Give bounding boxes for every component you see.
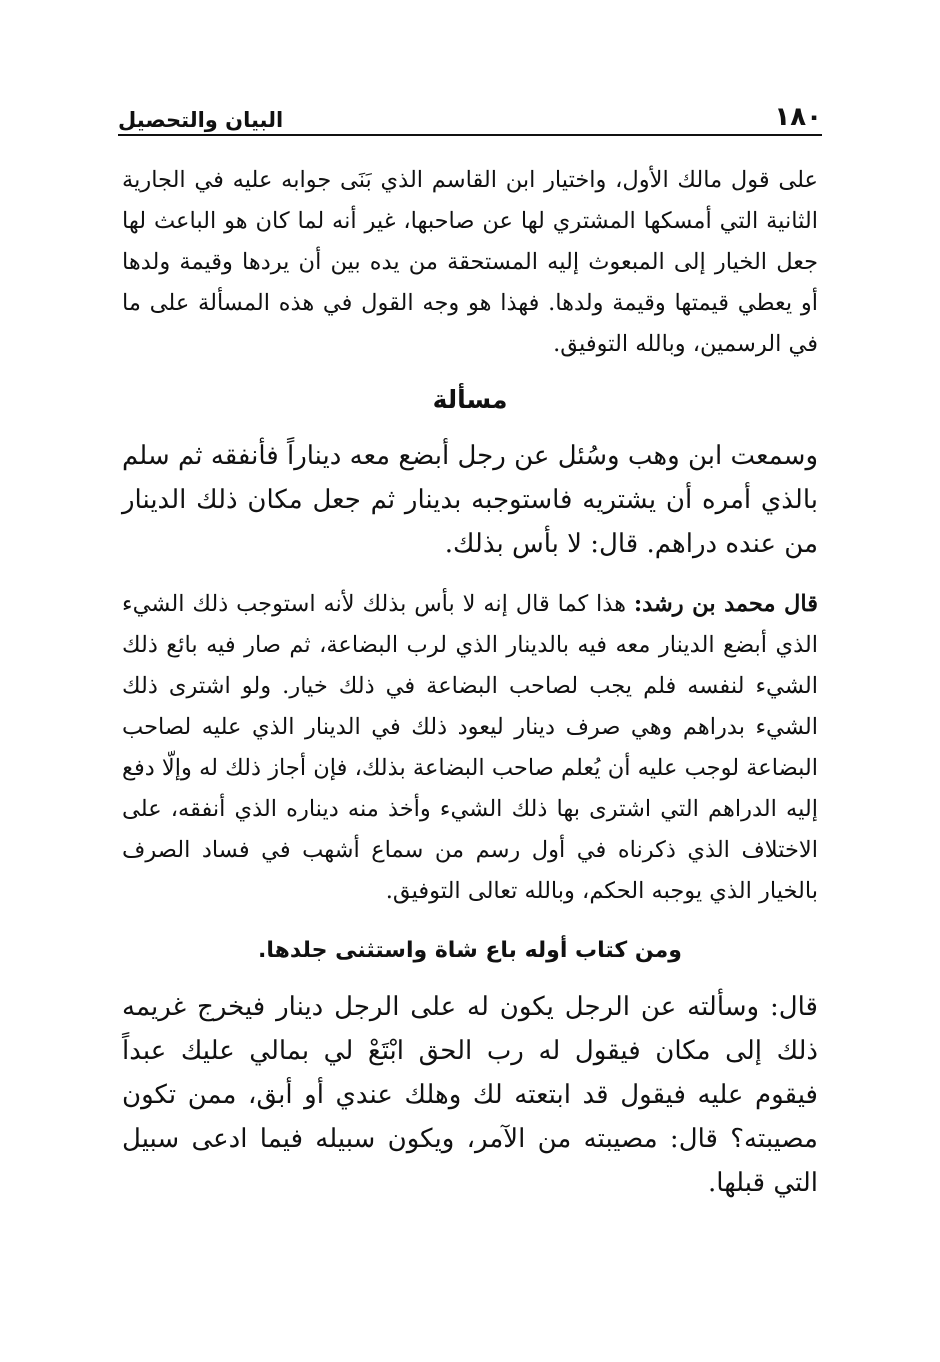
- paragraph-continuation: على قول مالك الأول، واختيار ابن القاسم الذي بَنَى جوابه عليه في الجارية الثانية التي أمسكها المشتري لها عن صاحبها، غير أنه لما كان هو الباعث لها جعل الخيار إلى المبعوث إليه المستحقة من يده بين أن يردها وقيمة ولدها أو يعطي قيمتها وقيمة ولدها. فهذا هو وجه القول في هذه المسألة على ما في الرسمين، وبالله التوفيق.: [122, 167, 818, 357]
- page-body: [122, 160, 818, 1205]
- commentary-lead: قال محمد بن رشد:: [633, 591, 819, 617]
- paragraph-commentary: [122, 584, 818, 912]
- header-rule: [118, 134, 822, 136]
- commentary-text: هذا كما قال إنه لا بأس بذلك لأنه استوجب ذلك الشيء الذي أبضع الدينار معه فيه بالدينار الذي لرب البضاعة، ثم صار فيه بائع ذلك الشيء لنفسه فلم يجب لصاحب البضاعة في ذلك خيار. ولو اشترى ذلك الشيء بدراهم وهي صرف دينار ليعود ذلك في الدينار الذي عليه لصاحب البضاعة لوجب عليه أن يُعلم صاحب البضاعة بذلك، فإن أجاز ذلك له وإلّا دفع إليه الدراهم التي اشترى بها ذلك الشيء وأخذ منه ديناره الذي أنفقه، على الاختلاف الذي ذكرناه في أول رسم من سماع أشهب في فساد الصرف بالخيار الذي يوجبه الحكم، وبالله تعالى التوفيق.: [122, 591, 818, 904]
- section-heading-chapter: ومن كتاب أوله باع شاة واستثنى جلدها.: [258, 938, 682, 963]
- section-heading-masala: مسألة: [432, 385, 508, 414]
- paragraph-question: وسمعت ابن وهب وسُئل عن رجل أبضع معه ديناراً فأنفقه ثم سلم بالذي أمره أن يشتريه فاستوجبه بدينار ثم جعل مكان ذلك الدينار من عنده دراهم. قال: لا بأس بذلك.: [122, 441, 818, 559]
- paragraph-question-2: قال: وسألته عن الرجل يكون له على الرجل دينار فيخرج غريمه ذلك إلى مكان فيقول له رب الحق ابْتَعْ لي بمالي عليك عبداً فيقوم عليه فيقول قد ابتعته لك وهلك عندي أو أبق، ممن تكون مصيبته؟ قال: مصيبته من الآمر، ويكون سبيله فيما ادعى سبيل التي قبلها.: [122, 992, 818, 1198]
- book-title: البيان والتحصيل: [118, 108, 284, 132]
- page-number: ١٨٠: [774, 102, 822, 132]
- running-head: [118, 96, 822, 132]
